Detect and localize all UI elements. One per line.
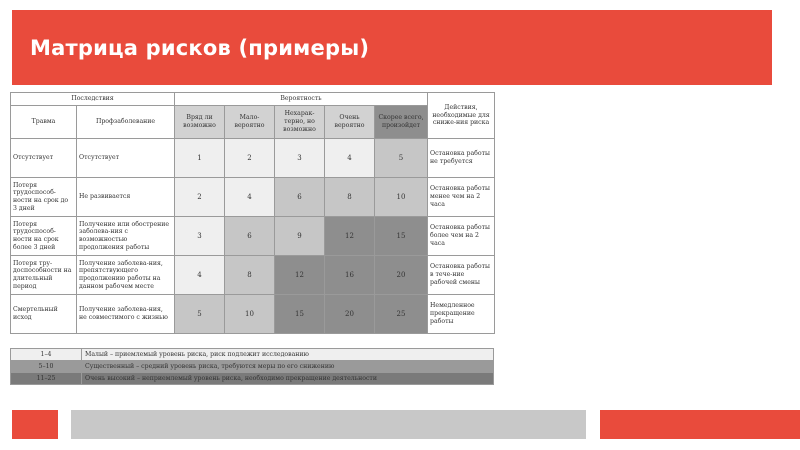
risk-score-cell: 5 (175, 295, 225, 334)
action-cell: Остановка работы не требуется (428, 139, 495, 178)
slide-title: Матрица рисков (примеры) (30, 36, 370, 60)
footer-accent-left (12, 410, 58, 439)
probability-col-header: Нехарак-терно, но возможно (275, 106, 325, 139)
risk-score-cell: 20 (325, 295, 375, 334)
injury-cell: Потеря трудоспособ-ности на срок до 3 дней (11, 178, 77, 217)
injury-cell: Смертельный исход (11, 295, 77, 334)
action-cell: Немедленное прекращение работы (428, 295, 495, 334)
risk-score-cell: 8 (225, 256, 275, 295)
risk-score-cell: 8 (325, 178, 375, 217)
disease-cell: Отсутствует (77, 139, 175, 178)
risk-score-cell: 25 (375, 295, 428, 334)
probability-col-header: Мало-вероятно (225, 106, 275, 139)
legend-text: Существенный – средний уровень риска, требуются меры по его снижению (82, 361, 494, 373)
risk-score-cell: 15 (375, 217, 428, 256)
legend-text: Очень высокий – неприемлемый уровень риска, необходимо прекращение деятельности (82, 373, 494, 385)
matrix-row (11, 178, 495, 217)
probability-col-header: Очень вероятно (325, 106, 375, 139)
footer-accent-right (600, 410, 800, 439)
legend-range: 5–10 (11, 361, 82, 373)
risk-score-cell: 3 (175, 217, 225, 256)
risk-matrix-table (10, 92, 495, 334)
legend-text: Малый – приемлемый уровень риска, риск подлежит исследованию (82, 349, 494, 361)
disease-col-header: Профзаболевание (77, 106, 175, 139)
risk-score-cell: 3 (275, 139, 325, 178)
matrix-row (11, 256, 495, 295)
injury-col-header: Травма (11, 106, 77, 139)
risk-score-cell: 6 (275, 178, 325, 217)
legend-row-high (11, 373, 494, 385)
legend-range: 1–4 (11, 349, 82, 361)
risk-score-cell: 1 (175, 139, 225, 178)
disease-cell: Получение заболева-ния, препятствующего продолжению работы на данном рабочем месте (77, 256, 175, 295)
title-banner (12, 10, 772, 85)
risk-score-cell: 16 (325, 256, 375, 295)
risk-score-cell: 9 (275, 217, 325, 256)
risk-score-cell: 4 (225, 178, 275, 217)
legend-row-medium (11, 361, 494, 373)
matrix-row (11, 295, 495, 334)
risk-score-cell: 4 (175, 256, 225, 295)
footer-bar-gray (71, 410, 586, 439)
disease-cell: Не развивается (77, 178, 175, 217)
probability-header: Вероятность (175, 93, 428, 106)
risk-score-cell: 20 (375, 256, 428, 295)
action-cell: Остановка работы в тече-ние рабочей смены (428, 256, 495, 295)
injury-cell: Потеря трудоспособ-ности на срок более 3 дней (11, 217, 77, 256)
risk-score-cell: 5 (375, 139, 428, 178)
matrix-row (11, 217, 495, 256)
risk-score-cell: 12 (325, 217, 375, 256)
risk-score-cell: 2 (225, 139, 275, 178)
actions-header: Действия, необходимые для сниже-ния риска (428, 93, 495, 139)
disease-cell: Получение или обострение заболева-ния с возможностью продолжения работы (77, 217, 175, 256)
risk-legend (10, 348, 494, 385)
risk-score-cell: 10 (225, 295, 275, 334)
injury-cell: Потеря тру-доспособности на длительный период (11, 256, 77, 295)
matrix-body (11, 139, 495, 334)
action-cell: Остановка работы более чем на 2 часа (428, 217, 495, 256)
injury-cell: Отсутствует (11, 139, 77, 178)
risk-score-cell: 2 (175, 178, 225, 217)
disease-cell: Получение заболева-ния, не совместимого с жизнью (77, 295, 175, 334)
risk-score-cell: 10 (375, 178, 428, 217)
consequences-header: Последствия (11, 93, 175, 106)
matrix-row (11, 139, 495, 178)
risk-score-cell: 15 (275, 295, 325, 334)
risk-score-cell: 12 (275, 256, 325, 295)
legend-range: 11–25 (11, 373, 82, 385)
legend-row-low (11, 349, 494, 361)
probability-col-header: Скорее всего, произойдет (375, 106, 428, 139)
risk-score-cell: 6 (225, 217, 275, 256)
action-cell: Остановка работы менее чем на 2 часа (428, 178, 495, 217)
probability-col-header: Вряд ли возможно (175, 106, 225, 139)
risk-score-cell: 4 (325, 139, 375, 178)
